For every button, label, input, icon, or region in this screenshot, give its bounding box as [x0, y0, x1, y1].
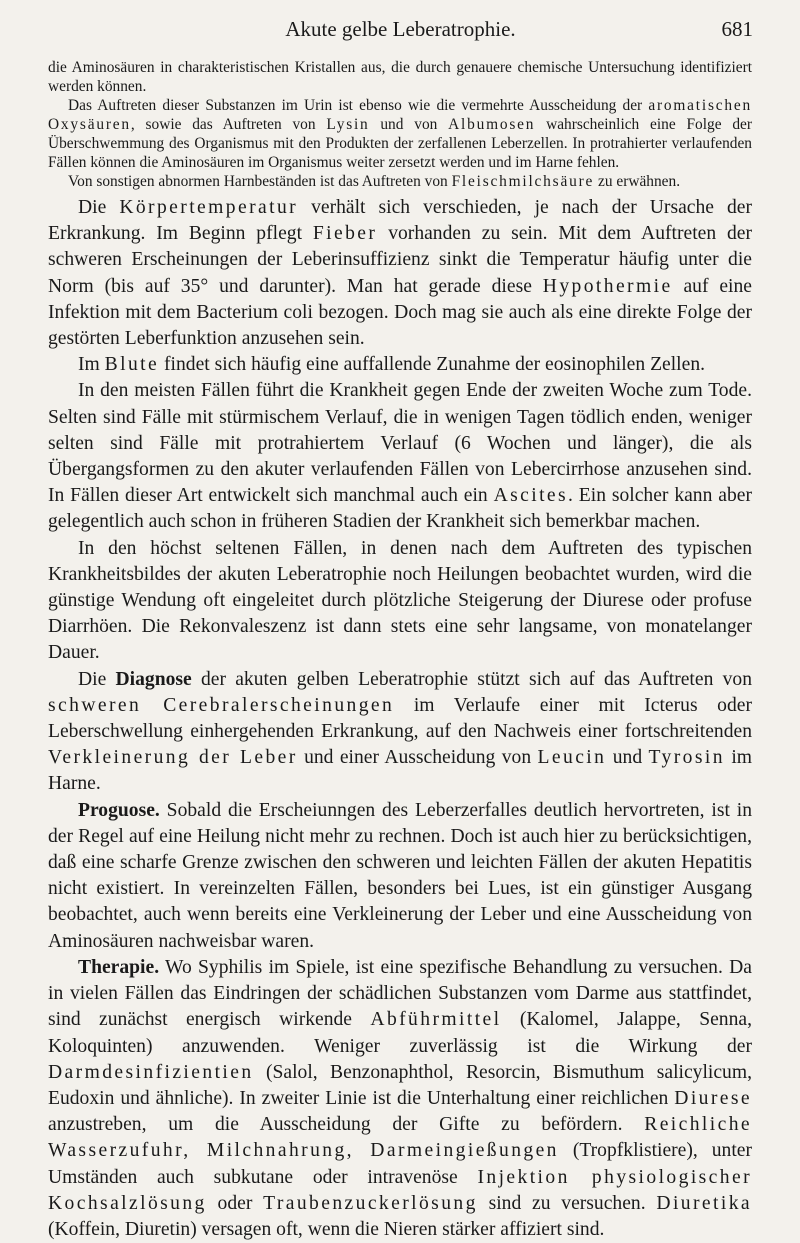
text-run: findet sich häufig eine auffallende Zunahme der eosinophilen Zellen. [159, 354, 706, 376]
text-run: Sobald die Erscheiunngen des Leberzerfalles deutlich hervortreten, ist in der Regel auf eine Heilung nicht mehr zu rechnen. Doch ist auch hier zu berücksichtigen, daß eine scharfe Grenze zwischen den schweren und leichten Fällen der akuten Hepatitis nicht existiert. In vereinzelten Fällen, besonders bei Lues, ist ein günstiger Ausgang beobachtet, auch wenn bereits eine Verkleinerung der Leber und eine Ausscheidung von Aminosäuren nachweisbar waren. [48, 799, 752, 952]
spaced-text-run: Verkleinerung der Leber [48, 747, 298, 769]
text-run: im Harne. [48, 747, 752, 795]
paragraph-verlauf [48, 378, 752, 535]
text-run: zu erwähnen. [594, 173, 681, 190]
text-run: Die [78, 197, 120, 218]
text-run: (Tropfklistiere), unter Umständen auch subkutane oder intravenöse [48, 1140, 752, 1188]
spaced-text-run: Körpertemperatur [119, 197, 299, 218]
page-body [48, 58, 752, 1243]
spaced-text-run: Darmdesinfizientien [48, 1061, 254, 1083]
text-run: oder [206, 1192, 264, 1214]
page-number: 681 [721, 17, 753, 41]
text-run: (Salol, Benzonaphthol, Resorcin, Bismuthum salicylicum, Eudoxin und ähnliche). In zweiter Linie ist die Unterhaltung einer reichlichen [48, 1061, 752, 1109]
spaced-text-run: Hypothermie [542, 275, 673, 297]
section-heading-therapie: Therapie. [78, 956, 160, 978]
text-run: Das Auftreten dieser Substanzen im Urin ist ebenso wie die vermehrte Ausscheidung der [68, 97, 649, 114]
spaced-text-run: Blute [104, 354, 160, 376]
spaced-text-run: Ascites [493, 485, 569, 507]
paragraph-therapie [48, 955, 752, 1243]
text-run: im Verlaufe einer mit Icterus oder Leberschwellung einhergehenden Erkrankung, auf den Nachweis einer fortschreitenden [48, 694, 752, 743]
text-run: , sowie das Auftreten von [130, 116, 327, 133]
text-run: . Ein solcher kann aber gelegentlich auch schon in früheren Stadien der Krankheit sich bemerkbar machen. [48, 485, 752, 533]
paragraph [48, 172, 752, 191]
spaced-text-run: schweren Cerebralerscheinungen [48, 694, 395, 716]
text-run: Im [78, 354, 105, 376]
paragraph-prognose [48, 798, 752, 955]
paragraph [48, 96, 752, 172]
section-heading-prognose: Proguose. [78, 799, 160, 821]
spaced-text-run: aromatischen Oxysäuren [48, 97, 752, 133]
text-run: In den höchst seltenen Fällen, in denen nach dem Auftreten des typischen Krankheitsbildes der akuten Leberatrophie noch Heilungen beobachtet wurden, wird die günstige Wendung oft eingeleitet durch plötzliche Steigerung der Diurese oder profuse Diarrhöen. Die Rekonvaleszenz ist dann stets eine sehr langsame, von monatelanger Dauer. [48, 537, 752, 664]
text-run: (Koffein, Diuretin) versagen oft, wenn die Nieren stärker affiziert sind. [48, 1218, 605, 1240]
text-run: und [606, 747, 649, 769]
section-heading-diagnose: Diagnose [115, 668, 192, 690]
text-run: vorhanden zu sein. Mit dem Auftreten der schweren Erscheinungen der Leberinsuffizienz sinkt die Temperatur häufig unter die Norm (bis auf 35° und darunter). Man hat gerade diese [48, 223, 753, 297]
paragraph-diagnose [48, 667, 752, 798]
text-run: auf eine Infektion mit dem Bacterium coli bezogen. Doch mag sie auch als eine direkte Folge der gestörten Leberfunktion anzusehen sein. [48, 275, 752, 350]
text-run: verhält sich verschieden, je nach der Ursache der Erkrankung. Im Beginn pflegt [48, 197, 752, 245]
text-run: Die [78, 668, 116, 690]
text-run: (Kalomel, Jalappe, Senna, Koloquinten) anzuwenden. Weniger zuverlässig ist die Wirkung der [48, 1009, 752, 1057]
spaced-text-run: Diuretika [656, 1192, 752, 1214]
spaced-text-run: Albumosen [448, 116, 536, 133]
text-run: und von [369, 116, 449, 133]
paragraph [48, 58, 752, 96]
spaced-text-run: Lysin [326, 116, 370, 133]
spaced-text-run: Injektion physiologischer Kochsalzlösung [48, 1166, 752, 1214]
text-run: anzustreben, um die Ausscheidung der Gifte zu befördern. [48, 1114, 645, 1136]
text-run: der akuten gelben Leberatrophie stützt sich auf das Auftreten von [191, 668, 752, 690]
paragraph-blut [48, 352, 752, 378]
spaced-text-run: Fleischmilchsäure [451, 173, 595, 190]
running-head [48, 14, 753, 44]
small-print-section [48, 58, 752, 191]
text-run: und einer Ausscheidung von [297, 747, 538, 769]
text-run: In den meisten Fällen führt die Krankheit gegen Ende der zweiten Woche zum Tode. Selten sind Fälle mit stürmischem Verlauf, die in wenigen Tagen tödlich enden, weniger selten sind Fälle mit protrahiertem Verlauf (6 Wochen und länger), die als Übergangsformen zu den akuter verlaufenden Fällen von Lebercirrhose anzusehen sind. In Fällen dieser Art entwickelt sich manchmal auch ein [48, 380, 752, 507]
text-run: wahrscheinlich eine Folge der Überschwemmung des Organismus mit den Produkten der zerfallenen Leberzellen. In protrahierter verlaufenden Fällen können die Aminosäuren im Organismus weiter zersetzt werden und im Harne fehlen. [48, 116, 752, 171]
text-run: die Aminosäuren in charakteristischen Kristallen aus, die durch genauere chemische Untersuchung identifiziert werden können. [48, 59, 752, 95]
running-title: Akute gelbe Leberatrophie. [285, 17, 516, 41]
paragraph-koerpertemperatur [48, 195, 752, 352]
spaced-text-run: Tyrosin [648, 747, 725, 769]
text-run: Von sonstigen abnormen Harnbeständen ist das Auftreten von [68, 173, 452, 190]
spaced-text-run: Abführmittel [370, 1009, 502, 1031]
text-run: sind zu versuchen. [477, 1192, 657, 1214]
main-text-section [48, 195, 752, 1243]
spaced-text-run: Traubenzuckerlösung [263, 1192, 478, 1214]
paragraph-heilungen [48, 536, 752, 667]
text-run: Wo Syphilis im Spiele, ist eine spezifische Behandlung zu versuchen. Da in vielen Fällen das Eindringen der schädlichen Substanzen vom Darme aus stattfindet, sind zunächst energisch wirkende [48, 956, 752, 1031]
spaced-text-run: Reichliche Wasserzufuhr, Milchnahrung, Darmeingießungen [48, 1114, 752, 1162]
spaced-text-run: Leucin [537, 747, 607, 769]
spaced-text-run: Diurese [674, 1087, 752, 1109]
spaced-text-run: Fieber [312, 223, 378, 245]
